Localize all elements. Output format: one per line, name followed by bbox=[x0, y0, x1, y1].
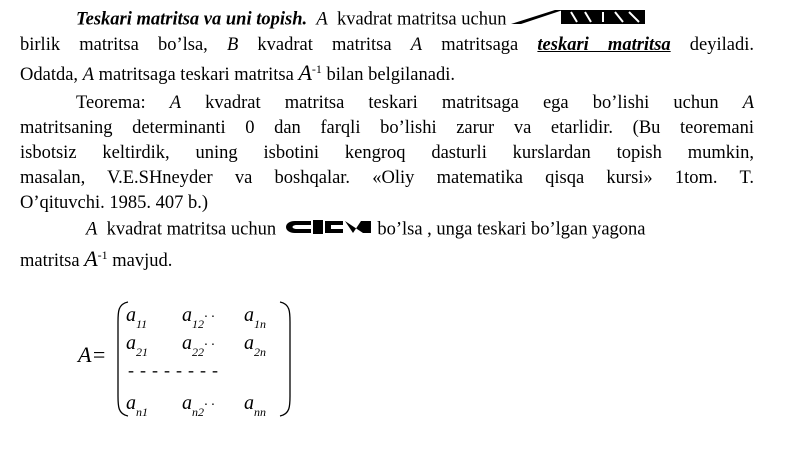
cell-base: a bbox=[182, 392, 192, 414]
text-segment: matritsaga teskari matritsa bbox=[98, 65, 294, 85]
cell-subscript: 21 bbox=[136, 345, 148, 359]
garbled-determinant-image bbox=[281, 218, 373, 242]
text-segment: matritsa bbox=[20, 251, 80, 271]
matrix-cell-a21 bbox=[126, 332, 148, 358]
cell-subscript: n2 bbox=[192, 405, 204, 419]
text-segment: Odatda, bbox=[20, 65, 79, 85]
text-segment: bo’lsa , unga teskari bo’lgan yagona bbox=[377, 219, 646, 240]
cell-subscript: 11 bbox=[136, 317, 148, 331]
text-segment: birlik matritsa bo’lsa, bbox=[20, 35, 208, 55]
definition-line-1 bbox=[76, 8, 754, 32]
cell-dots: · · bbox=[204, 398, 215, 413]
theorem-line-1 bbox=[76, 92, 754, 114]
cell-subscript: 22 bbox=[192, 345, 204, 359]
existence-line-1 bbox=[86, 218, 754, 242]
definition-line-3 bbox=[20, 62, 754, 86]
cell-base: a bbox=[182, 332, 192, 354]
matrix-symbol-a: A bbox=[410, 35, 423, 55]
matrix-symbol-a: A bbox=[316, 9, 328, 30]
cell-base: a bbox=[244, 304, 254, 326]
matrix-ellipsis-row: -------- bbox=[128, 360, 224, 380]
inverse-symbol: A bbox=[84, 246, 98, 271]
theorem-line-2: matritsaning determinanti 0 dan farqli bo’lishi zarur va etarlidir. (Bu teoremani bbox=[20, 118, 754, 138]
matrix-symbol-a: A bbox=[82, 65, 94, 85]
cell-subscript: 1n bbox=[254, 317, 266, 331]
text-segment: bilan belgilanadi. bbox=[326, 65, 455, 85]
cell-base: a bbox=[126, 304, 136, 326]
cell-dots: · · bbox=[204, 338, 215, 353]
theorem-label: Teorema: bbox=[76, 93, 146, 113]
matrix-cell-ann bbox=[244, 392, 266, 418]
existence-line-2 bbox=[20, 248, 754, 272]
matrix-a-definition bbox=[78, 298, 298, 420]
cell-subscript: 12 bbox=[192, 317, 204, 331]
cell-base: a bbox=[182, 304, 192, 326]
definition-line-2 bbox=[20, 34, 754, 56]
theorem-line-4: masalan, V.E.SHneyder va boshqalar. «Oliy matematika qisqa kursi» 1tom. T. bbox=[20, 168, 754, 188]
definition-text: kvadrat matritsa uchun bbox=[336, 9, 507, 30]
matrix-symbol-b: B bbox=[226, 35, 239, 55]
text-segment: deyiladi. bbox=[689, 35, 755, 55]
matrix-cell-a22 bbox=[182, 332, 215, 358]
cell-base: a bbox=[126, 332, 136, 354]
section-title: Teskari matritsa va uni topish. bbox=[76, 9, 308, 30]
cell-subscript: 2n bbox=[254, 345, 266, 359]
inverse-exponent: -1 bbox=[97, 248, 108, 262]
cell-dots: · · bbox=[204, 310, 215, 325]
text-segment: mavjud. bbox=[112, 251, 173, 271]
matrix-cell-a2n bbox=[244, 332, 266, 358]
cell-subscript: n1 bbox=[136, 405, 148, 419]
matrix-lhs: A= bbox=[78, 342, 107, 367]
inverse-exponent: -1 bbox=[311, 62, 322, 76]
matrix-cell-a1n bbox=[244, 304, 266, 330]
matrix-symbol-a: A bbox=[86, 219, 98, 240]
cell-base: a bbox=[126, 392, 136, 414]
matrix-symbol-a: A bbox=[169, 93, 182, 113]
text-segment: kvadrat matritsa bbox=[257, 35, 392, 55]
inverse-symbol: A bbox=[298, 60, 312, 85]
theorem-line-3: isbotsiz keltirdik, uning isbotini kengroq dasturli kurslardan topish mumkin, bbox=[20, 143, 754, 163]
matrix-cell-a12 bbox=[182, 304, 215, 330]
defined-term: teskari matritsa bbox=[537, 35, 671, 55]
cell-base: a bbox=[244, 332, 254, 354]
matrix-symbol-a: A bbox=[742, 93, 755, 113]
garbled-formula-image bbox=[511, 8, 647, 32]
cell-subscript: nn bbox=[254, 405, 266, 419]
theorem-line-5: O’qituvchi. 1985. 407 b.) bbox=[20, 193, 209, 213]
text-segment: kvadrat matritsa uchun bbox=[106, 219, 277, 240]
matrix-cell-an1 bbox=[126, 392, 148, 418]
matrix-cell-an2 bbox=[182, 392, 215, 418]
cell-base: a bbox=[244, 392, 254, 414]
matrix-cell-a11 bbox=[126, 304, 147, 330]
text-segment: kvadrat matritsa teskari matritsaga ega bo’lishi uchun bbox=[205, 93, 719, 113]
text-segment: matritsaga bbox=[441, 35, 519, 55]
